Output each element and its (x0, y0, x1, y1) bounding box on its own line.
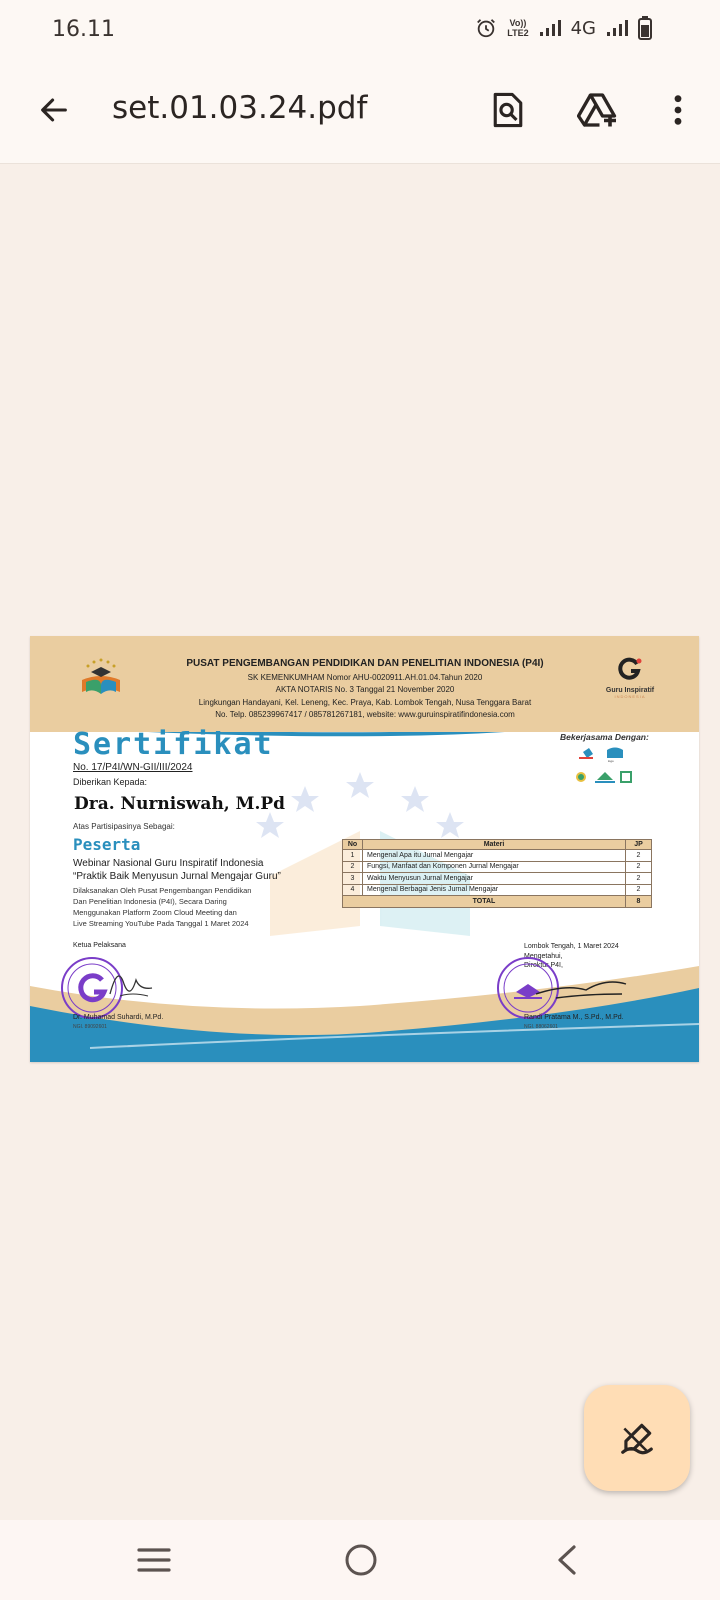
row-jp: 2 (626, 884, 652, 896)
cooperation-label: Bekerjasama Dengan: (560, 732, 649, 742)
total-label: TOTAL (343, 896, 626, 908)
participant-role: Peserta (73, 835, 141, 854)
find-in-page-button[interactable] (484, 86, 532, 134)
table-row (343, 861, 652, 873)
left-stamp (60, 954, 160, 1022)
status-time: 16.11 (52, 17, 115, 42)
certificate-number: No. 17/P4I/WN-GII/III/2024 (73, 762, 193, 773)
home-circle-icon (344, 1543, 378, 1577)
add-to-drive-button[interactable] (574, 86, 622, 134)
row-materi: Mengenal Berbagai Jenis Jurnal Mengajar (363, 884, 626, 896)
row-jp: 2 (626, 873, 652, 885)
materials-table (342, 839, 652, 908)
left-signatory-ngi: NGI. 89092601 (73, 1024, 107, 1030)
table-total-row (343, 896, 652, 908)
row-materi: Waktu Menyusun Jurnal Mengajar (363, 873, 626, 885)
row-no: 2 (343, 861, 363, 873)
draw-pen-icon (618, 1419, 656, 1457)
arrow-back-icon (37, 93, 71, 127)
svg-text:logo: logo (608, 759, 614, 763)
battery-icon (638, 16, 652, 40)
row-materi: Mengenal Apa itu Jurnal Mengajar (363, 850, 626, 862)
header-line-4: No. Telp. 085239967417 / 085781267181, website: www.guruinspiratifindonesia.com (215, 710, 515, 719)
event-title: “Praktik Baik Menyusun Jurnal Mengajar Guru” (73, 871, 281, 882)
description-line-1: Dilaksanakan Oleh Pusat Pengembangan Pendidikan (73, 886, 252, 895)
more-vert-icon (673, 93, 683, 127)
description-line-4: Live Streaming YouTube Pada Tanggal 1 Maret 2024 (73, 919, 249, 928)
menu-icon (137, 1547, 171, 1573)
guru-inspiratif-logo: Guru Inspiratif INDONESIA (590, 656, 670, 699)
home-button[interactable] (337, 1540, 385, 1580)
row-jp: 2 (626, 861, 652, 873)
status-icons (475, 16, 652, 40)
header-line-1: SK KEMENKUMHAM Nomor AHU-0020911.AH.01.04.Tahun 2020 (247, 673, 483, 682)
left-signatory-name: Dr. Muhamad Suhardi, M.Pd. (73, 1014, 164, 1021)
right-signatory-name: Randi Pratama M., S.Pd., M.Pd. (524, 1014, 624, 1021)
description-line-2: Dan Penelitian Indonesia (P4I), Secara Daring (73, 897, 227, 906)
institution-name: PUSAT PENGEMBANGAN PENDIDIKAN DAN PENELITIAN INDONESIA (P4I) (186, 658, 544, 669)
place-date: Lombok Tengah, 1 Maret 2024 (524, 943, 619, 950)
given-to-label: Diberikan Kepada: (73, 777, 148, 787)
right-stamp (496, 954, 636, 1022)
table-row (343, 850, 652, 862)
signal-icon (539, 19, 561, 37)
back-button[interactable] (30, 86, 78, 134)
nav-back-button[interactable] (543, 1540, 591, 1580)
recipient-name: Dra. Nurniswah, M.Pd (74, 794, 286, 814)
header-jp: JP (626, 840, 652, 850)
p4i-logo (78, 656, 124, 700)
chevron-left-icon (554, 1544, 580, 1576)
certificate-header (30, 636, 699, 732)
event-name: Webinar Nasional Guru Inspiratif Indonesia (73, 858, 264, 869)
total-value: 8 (626, 896, 652, 908)
volte-indicator: Vo)) LTE2 (507, 18, 529, 38)
annotate-fab[interactable] (584, 1385, 690, 1491)
signal-icon-2 (606, 19, 628, 37)
right-signatory-role: Direktur P4I, (524, 962, 563, 969)
role-label: Atas Partisipasinya Sebagai: (73, 822, 175, 831)
gi-logo-icon (617, 656, 643, 682)
alarm-icon (475, 17, 497, 39)
header-materi: Materi (363, 840, 626, 850)
status-bar (0, 0, 720, 62)
row-no: 3 (343, 873, 363, 885)
header-line-2: AKTA NOTARIS No. 3 Tanggal 21 November 2020 (275, 685, 455, 694)
row-jp: 2 (626, 850, 652, 862)
partner-logos (575, 746, 645, 788)
more-options-button[interactable] (654, 86, 702, 134)
recents-button[interactable] (130, 1540, 178, 1580)
header-no: No (343, 840, 363, 850)
document-title: set.01.03.24.pdf (112, 90, 368, 126)
left-signatory-role: Ketua Pelaksana (73, 942, 126, 949)
table-row (343, 873, 652, 885)
table-row (343, 884, 652, 896)
row-no: 4 (343, 884, 363, 896)
table-header-row (343, 840, 652, 850)
pdf-page-certificate (30, 636, 699, 1062)
system-nav-bar (0, 1520, 720, 1600)
network-type: 4G (570, 17, 596, 39)
known-label: Mengetahui, (524, 952, 563, 960)
description-line-3: Menggunakan Platform Zoom Cloud Meeting dan (73, 908, 237, 917)
app-bar (0, 62, 720, 164)
header-line-3: Lingkungan Handayani, Kel. Leneng, Kec. Praya, Kab. Lombok Tengah, Nusa Tenggara Barat (198, 698, 532, 707)
find-in-page-icon (491, 91, 525, 129)
certificate-title: Sertifikat (73, 727, 274, 762)
right-signatory-ngi: NGI. 88062601 (524, 1024, 558, 1030)
row-materi: Fungsi, Manfaat dan Komponen Jurnal Mengajar (363, 861, 626, 873)
row-no: 1 (343, 850, 363, 862)
add-to-drive-icon (577, 91, 619, 129)
